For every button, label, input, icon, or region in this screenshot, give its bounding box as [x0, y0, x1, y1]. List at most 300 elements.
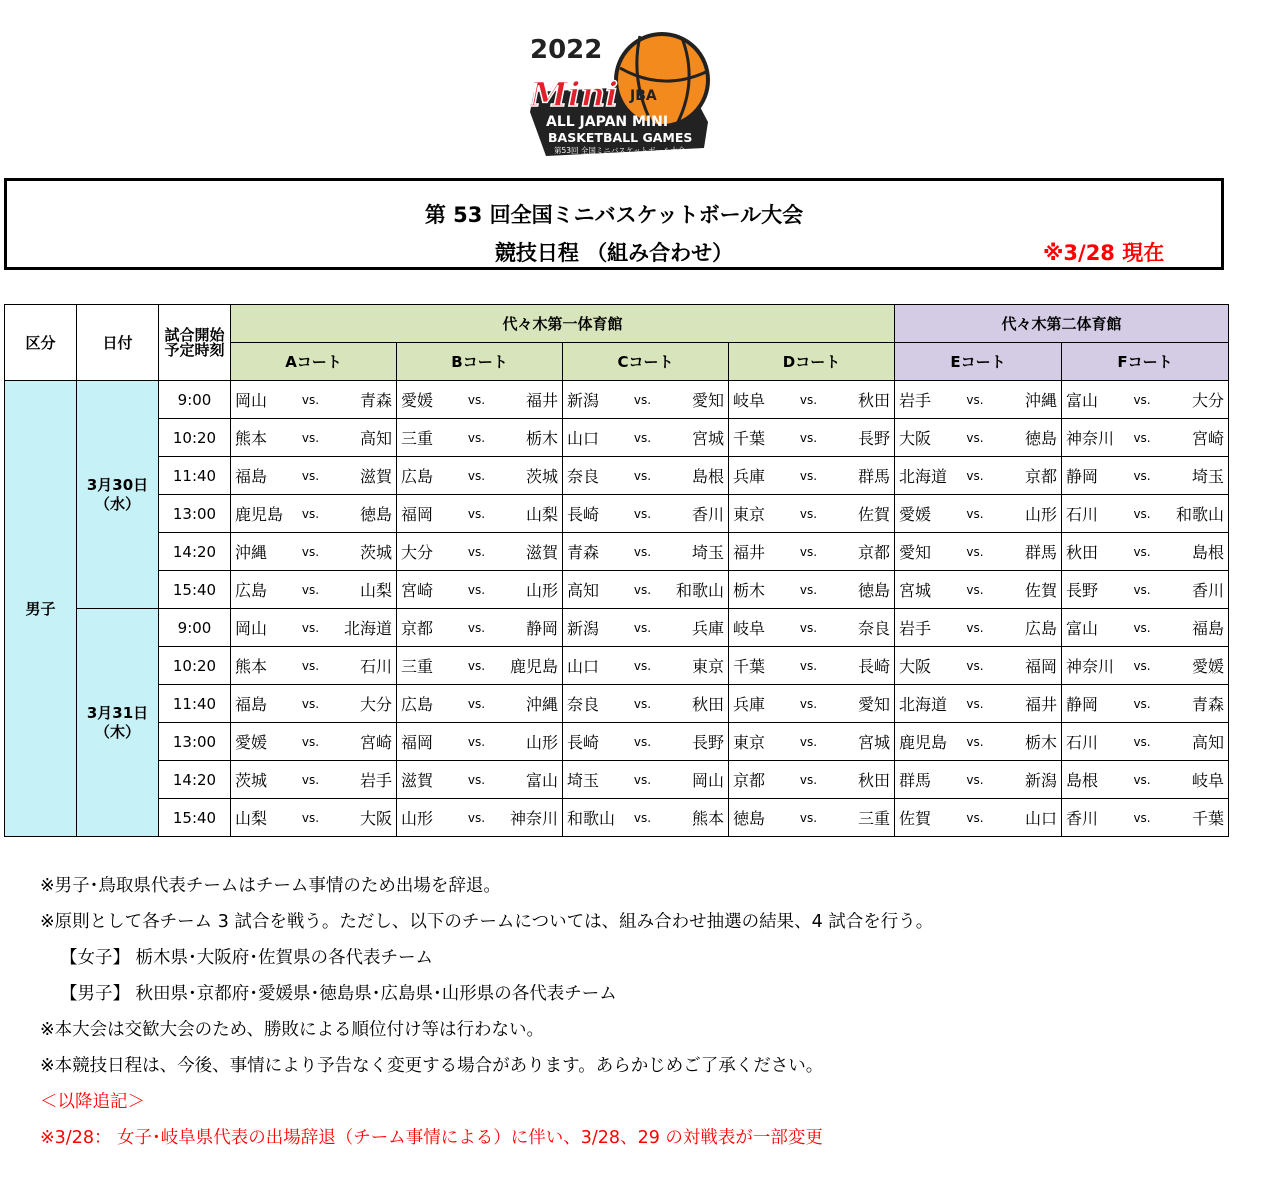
team-away: 滋賀 [359, 467, 392, 486]
table-row [5, 685, 1229, 723]
team-home: 兵庫 [733, 467, 766, 486]
team-away: 福島 [1192, 619, 1225, 638]
team-home: 岩手 [899, 619, 932, 638]
team-home: 富山 [1066, 391, 1099, 410]
table-row [5, 495, 1229, 533]
team-away: 青森 [1192, 695, 1225, 714]
match-cell [231, 533, 397, 571]
team-away: 栃木 [1024, 733, 1057, 752]
team-away: 青森 [359, 391, 392, 410]
match-cell [895, 799, 1062, 837]
versus-label: vs. [633, 734, 652, 749]
team-home: 福岡 [401, 505, 434, 524]
start-time-cell: 9:00 [159, 609, 231, 647]
team-home: 香川 [1066, 809, 1099, 828]
team-away: 秋田 [858, 391, 891, 410]
team-away: 愛知 [858, 695, 891, 714]
match-cell [563, 723, 729, 761]
team-away: 石川 [359, 657, 392, 676]
schedule-table [4, 304, 1229, 837]
versus-label: vs. [301, 582, 320, 597]
notes-section [40, 868, 1240, 1156]
team-away: 山形 [525, 581, 558, 600]
team-away: 高知 [359, 429, 392, 448]
team-home: 沖縄 [235, 543, 268, 562]
versus-label: vs. [467, 468, 486, 483]
match-cell [231, 723, 397, 761]
date-cell: 3月30日 （水） [77, 381, 159, 609]
versus-label: vs. [633, 506, 652, 521]
title-box [4, 178, 1224, 270]
match-cell [563, 457, 729, 495]
versus-label: vs. [633, 772, 652, 787]
team-home: 山口 [567, 657, 600, 676]
versus-label: vs. [467, 658, 486, 673]
team-home: 神奈川 [1066, 657, 1115, 676]
versus-label: vs. [633, 696, 652, 711]
team-away: 宮城 [858, 733, 891, 752]
team-away: 宮崎 [359, 733, 392, 752]
team-away: 佐賀 [1024, 581, 1057, 600]
match-cell [563, 381, 729, 419]
team-away: 徳島 [1024, 429, 1057, 448]
tournament-logo [512, 22, 724, 168]
start-time-cell: 13:00 [159, 723, 231, 761]
team-home: 東京 [733, 505, 766, 524]
match-cell [1062, 609, 1229, 647]
versus-label: vs. [633, 658, 652, 673]
team-away: 徳島 [359, 505, 392, 524]
team-away: 大分 [1192, 391, 1225, 410]
versus-label: vs. [966, 544, 984, 559]
team-away: 山梨 [525, 505, 558, 524]
match-cell [231, 419, 397, 457]
team-away: 長野 [691, 733, 724, 752]
team-home: 和歌山 [567, 809, 616, 828]
team-home: 岩手 [899, 391, 932, 410]
team-home: 京都 [733, 771, 766, 790]
team-home: 大阪 [899, 657, 932, 676]
team-away: 香川 [691, 505, 724, 524]
team-home: 岡山 [235, 391, 268, 410]
team-home: 秋田 [1066, 543, 1099, 562]
team-home: 広島 [401, 467, 434, 486]
table-row [5, 571, 1229, 609]
start-time-cell: 11:40 [159, 685, 231, 723]
start-time-cell: 13:00 [159, 495, 231, 533]
start-time-cell: 9:00 [159, 381, 231, 419]
team-away: 愛媛 [1192, 657, 1225, 676]
versus-label: vs. [1133, 658, 1151, 673]
team-away: 宮崎 [1192, 429, 1225, 448]
versus-label: vs. [1133, 506, 1151, 521]
table-row [5, 609, 1229, 647]
team-home: 茨城 [235, 771, 268, 790]
versus-label: vs. [467, 430, 486, 445]
match-cell [1062, 761, 1229, 799]
versus-label: vs. [966, 620, 984, 635]
match-cell [895, 685, 1062, 723]
team-away: 長崎 [858, 657, 891, 676]
match-cell [729, 571, 895, 609]
versus-label: vs. [301, 734, 320, 749]
team-away: 滋賀 [525, 543, 558, 562]
team-home: 岐阜 [733, 619, 766, 638]
note-line: 【男子】 秋田県･京都府･愛媛県･徳島県･広島県･山形県の各代表チーム [60, 984, 617, 1004]
match-cell [231, 457, 397, 495]
team-home: 奈良 [567, 467, 600, 486]
versus-label: vs. [1133, 468, 1151, 483]
team-home: 兵庫 [733, 695, 766, 714]
versus-label: vs. [467, 810, 486, 825]
team-away: 沖縄 [525, 695, 558, 714]
versus-label: vs. [966, 658, 984, 673]
team-away: 福井 [1024, 695, 1057, 714]
logo-jba: JBA [630, 88, 657, 104]
team-home: 静岡 [1066, 467, 1099, 486]
team-away: 佐賀 [858, 505, 891, 524]
match-cell [397, 571, 563, 609]
team-away: 福井 [525, 391, 558, 410]
note-line: 【女子】 栃木県･大阪府･佐賀県の各代表チーム [60, 948, 434, 968]
team-home: 大分 [401, 543, 434, 562]
match-cell [895, 533, 1062, 571]
start-time-cell: 10:20 [159, 419, 231, 457]
header-start-time: 試合開始 予定時刻 [159, 305, 231, 381]
versus-label: vs. [1133, 620, 1151, 635]
versus-label: vs. [799, 506, 818, 521]
table-row [5, 533, 1229, 571]
versus-label: vs. [301, 772, 320, 787]
versus-label: vs. [467, 772, 486, 787]
start-time-cell: 10:20 [159, 647, 231, 685]
team-away: 神奈川 [509, 809, 558, 828]
versus-label: vs. [966, 772, 984, 787]
team-away: 群馬 [1024, 543, 1057, 562]
versus-label: vs. [301, 696, 320, 711]
match-cell [729, 685, 895, 723]
logo-line2: BASKETBALL GAMES [548, 130, 693, 145]
versus-label: vs. [799, 772, 818, 787]
team-home: 広島 [235, 581, 268, 600]
match-cell [397, 533, 563, 571]
match-cell [231, 609, 397, 647]
team-away: 富山 [525, 771, 558, 790]
team-home: 愛知 [899, 543, 932, 562]
team-home: 高知 [567, 581, 600, 600]
team-away: 栃木 [525, 429, 558, 448]
match-cell [231, 799, 397, 837]
team-away: 東京 [691, 657, 724, 676]
match-cell [397, 495, 563, 533]
court-d: Dコート [729, 343, 895, 381]
match-cell [729, 381, 895, 419]
note-line: ※本競技日程は、今後、事情により予告なく変更する場合があります。あらかじめご了承ください。 [40, 1056, 824, 1076]
team-away: 秋田 [691, 695, 724, 714]
logo-mini: Mini [530, 75, 619, 115]
team-home: 愛媛 [899, 505, 932, 524]
team-home: 青森 [567, 543, 600, 562]
team-away: 兵庫 [691, 619, 724, 638]
table-row [5, 457, 1229, 495]
versus-label: vs. [301, 544, 320, 559]
team-home: 徳島 [733, 809, 766, 828]
team-away: 島根 [691, 467, 724, 486]
date-cell: 3月31日 （木） [77, 609, 159, 837]
court-e: Eコート [895, 343, 1062, 381]
versus-label: vs. [1133, 696, 1151, 711]
team-away: 広島 [1024, 619, 1057, 638]
match-cell [895, 571, 1062, 609]
team-away: 熊本 [691, 809, 724, 828]
match-cell [729, 723, 895, 761]
table-row [5, 799, 1229, 837]
team-away: 鹿児島 [509, 657, 558, 676]
team-home: 埼玉 [567, 771, 600, 790]
team-home: 長崎 [567, 505, 600, 524]
versus-label: vs. [1133, 544, 1151, 559]
team-home: 岐阜 [733, 391, 766, 410]
team-away: 新潟 [1024, 771, 1057, 790]
team-away: 茨城 [359, 543, 392, 562]
team-away: 和歌山 [1176, 505, 1225, 524]
start-time-cell: 14:20 [159, 533, 231, 571]
versus-label: vs. [1133, 392, 1151, 407]
team-away: 岐阜 [1192, 771, 1225, 790]
versus-label: vs. [301, 468, 320, 483]
match-cell [397, 419, 563, 457]
team-home: 福岡 [401, 733, 434, 752]
versus-label: vs. [966, 392, 984, 407]
match-cell [895, 761, 1062, 799]
versus-label: vs. [633, 392, 652, 407]
team-away: 岩手 [359, 771, 392, 790]
team-away: 高知 [1192, 733, 1225, 752]
team-home: 静岡 [1066, 695, 1099, 714]
team-home: 宮城 [899, 581, 932, 600]
court-f: Fコート [1062, 343, 1229, 381]
match-cell [895, 457, 1062, 495]
team-home: 石川 [1066, 733, 1099, 752]
versus-label: vs. [467, 734, 486, 749]
team-home: 大阪 [899, 429, 932, 448]
versus-label: vs. [799, 582, 818, 597]
versus-label: vs. [1133, 772, 1151, 787]
team-away: 山形 [525, 733, 558, 752]
match-cell [231, 571, 397, 609]
team-away: 山口 [1024, 809, 1057, 828]
match-cell [397, 799, 563, 837]
team-away: 岡山 [691, 771, 724, 790]
match-cell [397, 381, 563, 419]
match-cell [563, 533, 729, 571]
team-away: 秋田 [858, 771, 891, 790]
versus-label: vs. [633, 544, 652, 559]
match-cell [1062, 685, 1229, 723]
team-home: 鹿児島 [899, 733, 948, 752]
team-away: 山形 [1024, 505, 1057, 524]
venue-1: 代々木第一体育館 [231, 305, 895, 343]
team-away: 三重 [858, 809, 891, 828]
team-home: 栃木 [733, 581, 766, 600]
header-date: 日付 [77, 305, 159, 381]
versus-label: vs. [966, 810, 984, 825]
team-away: 徳島 [858, 581, 891, 600]
team-home: 鹿児島 [235, 505, 284, 524]
category-cell: 男子 [5, 381, 77, 837]
versus-label: vs. [966, 582, 984, 597]
team-away: 千葉 [1192, 809, 1225, 828]
court-c: Cコート [563, 343, 729, 381]
match-cell [563, 799, 729, 837]
match-cell [397, 457, 563, 495]
team-away: 香川 [1192, 581, 1225, 600]
team-away: 大分 [359, 695, 392, 714]
versus-label: vs. [633, 430, 652, 445]
table-row [5, 647, 1229, 685]
versus-label: vs. [467, 506, 486, 521]
versus-label: vs. [633, 582, 652, 597]
team-home: 福井 [733, 543, 766, 562]
match-cell [895, 419, 1062, 457]
page-title: 第 53 回全国ミニバスケットボール大会 [424, 203, 804, 227]
team-away: 大阪 [359, 809, 392, 828]
match-cell [397, 685, 563, 723]
match-cell [729, 761, 895, 799]
team-home: 広島 [401, 695, 434, 714]
versus-label: vs. [301, 506, 320, 521]
table-row [5, 723, 1229, 761]
team-away: 京都 [858, 543, 891, 562]
team-away: 愛知 [691, 391, 724, 410]
match-cell [895, 647, 1062, 685]
match-cell [895, 609, 1062, 647]
match-cell [1062, 419, 1229, 457]
team-home: 滋賀 [401, 771, 434, 790]
match-cell [729, 799, 895, 837]
match-cell [563, 571, 729, 609]
match-cell [895, 495, 1062, 533]
team-home: 東京 [733, 733, 766, 752]
logo-line1: ALL JAPAN MINI [546, 114, 669, 130]
match-cell [563, 495, 729, 533]
match-cell [563, 685, 729, 723]
versus-label: vs. [1133, 810, 1151, 825]
team-home: 熊本 [235, 657, 268, 676]
team-home: 新潟 [567, 619, 600, 638]
team-away: 北海道 [343, 619, 392, 638]
versus-label: vs. [799, 810, 818, 825]
versus-label: vs. [301, 658, 320, 673]
note-line: ※男子･鳥取県代表チームはチーム事情のため出場を辞退。 [40, 876, 501, 896]
match-cell [397, 723, 563, 761]
versus-label: vs. [799, 696, 818, 711]
team-home: 山形 [401, 809, 434, 828]
versus-label: vs. [633, 620, 652, 635]
versus-label: vs. [799, 620, 818, 635]
team-away: 静岡 [525, 619, 558, 638]
team-away: 奈良 [858, 619, 891, 638]
table-row [5, 381, 1229, 419]
team-away: 和歌山 [675, 581, 724, 600]
team-home: 山口 [567, 429, 600, 448]
team-away: 群馬 [858, 467, 891, 486]
team-home: 山梨 [235, 809, 268, 828]
match-cell [1062, 647, 1229, 685]
versus-label: vs. [467, 696, 486, 711]
team-home: 富山 [1066, 619, 1099, 638]
match-cell [1062, 799, 1229, 837]
versus-label: vs. [467, 392, 486, 407]
versus-label: vs. [966, 430, 984, 445]
match-cell [231, 647, 397, 685]
team-away: 長野 [858, 429, 891, 448]
match-cell [729, 419, 895, 457]
team-home: 愛媛 [235, 733, 268, 752]
team-home: 福島 [235, 695, 268, 714]
team-home: 福島 [235, 467, 268, 486]
team-away: 山梨 [359, 581, 392, 600]
match-cell [231, 495, 397, 533]
match-cell [1062, 495, 1229, 533]
header-category: 区分 [5, 305, 77, 381]
match-cell [895, 723, 1062, 761]
versus-label: vs. [799, 734, 818, 749]
start-time-cell: 11:40 [159, 457, 231, 495]
versus-label: vs. [467, 544, 486, 559]
team-home: 三重 [401, 429, 434, 448]
team-home: 島根 [1066, 771, 1099, 790]
versus-label: vs. [633, 810, 652, 825]
versus-label: vs. [1133, 734, 1151, 749]
versus-label: vs. [966, 734, 984, 749]
team-home: 長崎 [567, 733, 600, 752]
match-cell [1062, 381, 1229, 419]
team-home: 岡山 [235, 619, 268, 638]
team-home: 石川 [1066, 505, 1099, 524]
team-home: 長野 [1066, 581, 1099, 600]
versus-label: vs. [966, 468, 984, 483]
table-row [5, 761, 1229, 799]
versus-label: vs. [799, 392, 818, 407]
match-cell [563, 647, 729, 685]
match-cell [1062, 533, 1229, 571]
match-cell [563, 419, 729, 457]
venue-2: 代々木第二体育館 [895, 305, 1229, 343]
match-cell [729, 533, 895, 571]
match-cell [729, 457, 895, 495]
match-cell [231, 761, 397, 799]
versus-label: vs. [301, 392, 320, 407]
match-cell [563, 761, 729, 799]
start-time-cell: 15:40 [159, 799, 231, 837]
versus-label: vs. [301, 620, 320, 635]
versus-label: vs. [799, 544, 818, 559]
team-away: 茨城 [525, 467, 558, 486]
court-b: Bコート [397, 343, 563, 381]
match-cell [1062, 571, 1229, 609]
match-cell [397, 647, 563, 685]
start-time-cell: 15:40 [159, 571, 231, 609]
team-home: 熊本 [235, 429, 268, 448]
match-cell [231, 685, 397, 723]
versus-label: vs. [966, 506, 984, 521]
team-home: 奈良 [567, 695, 600, 714]
team-home: 宮崎 [401, 581, 434, 600]
logo-line3: 第53回 全国ミニバスケットボール大会 [554, 146, 686, 155]
team-home: 新潟 [567, 391, 600, 410]
versus-label: vs. [301, 430, 320, 445]
